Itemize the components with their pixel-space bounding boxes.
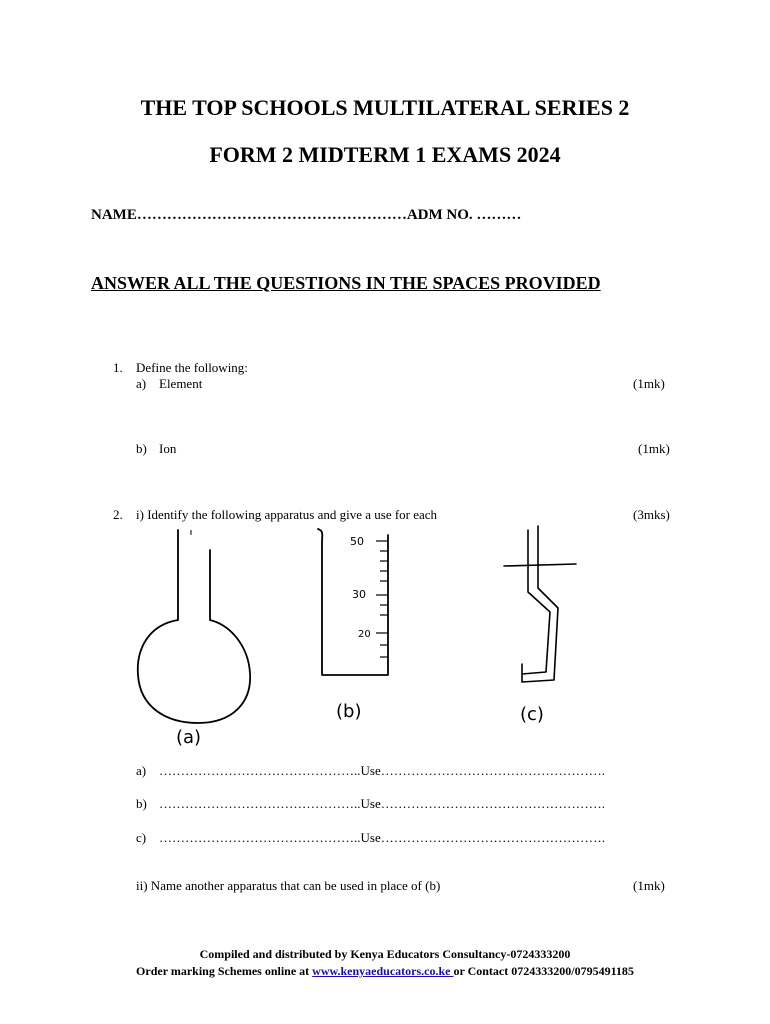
q2-ii-marks: (1mk) <box>633 878 665 893</box>
q2-number: 2. <box>113 507 123 522</box>
footer-order-line <box>0 964 770 979</box>
q1b-marks: (1mk) <box>638 441 670 456</box>
q2-marks: (3mks) <box>633 507 670 522</box>
figure-b-caption: (b) <box>336 701 362 722</box>
q2-ii-text: ii) Name another apparatus that can be used in place of (b) <box>136 878 441 893</box>
instruction-heading: ANSWER ALL THE QUESTIONS IN THE SPACES PROVIDED <box>91 273 601 293</box>
answer-a-label: a) <box>136 763 147 778</box>
q1a-label: a) <box>136 376 147 391</box>
round-bottom-flask-figure <box>130 525 270 755</box>
figure-a-caption: (a) <box>176 727 202 748</box>
q2-text: i) Identify the following apparatus and give a use for each <box>136 507 438 522</box>
answer-b-line: ………………………………………..Use……………………………………………. <box>159 796 605 811</box>
exam-title: THE TOP SCHOOLS MULTILATERAL SERIES 2 <box>140 95 630 120</box>
name-adm-line: NAME………………………………………………ADM NO. ……… <box>91 207 522 223</box>
answer-a-line: ………………………………………..Use……………………………………………. <box>159 763 605 778</box>
footer-website-link[interactable]: www.kenyaeducators.co.ke <box>312 964 454 978</box>
q1b-text: Ion <box>159 441 177 456</box>
exam-subtitle: FORM 2 MIDTERM 1 EXAMS 2024 <box>209 142 561 167</box>
scale-label-50: 50 <box>350 535 364 548</box>
q1b-label: b) <box>136 441 147 456</box>
q1a-text: Element <box>159 376 203 391</box>
deflagrating-spoon-figure <box>500 522 590 732</box>
footer-contact-suffix: or Contact 0724333200/0795491185 <box>453 964 634 978</box>
measuring-cylinder-figure <box>300 525 410 725</box>
figure-c-caption: (c) <box>520 704 544 725</box>
q1-text: Define the following: <box>136 360 248 375</box>
answer-b-label: b) <box>136 796 147 811</box>
footer-compiled-line: Compiled and distributed by Kenya Educators Consultancy-0724333200 <box>199 947 571 961</box>
q1-number: 1. <box>113 360 123 375</box>
scale-label-30: 30 <box>352 588 366 601</box>
scale-label-20: 20 <box>358 629 371 640</box>
answer-c-line: ………………………………………..Use……………………………………………. <box>159 830 605 845</box>
answer-c-label: c) <box>136 830 147 845</box>
q1a-marks: (1mk) <box>633 376 665 391</box>
footer-order-prefix: Order marking Schemes online at <box>136 964 313 978</box>
